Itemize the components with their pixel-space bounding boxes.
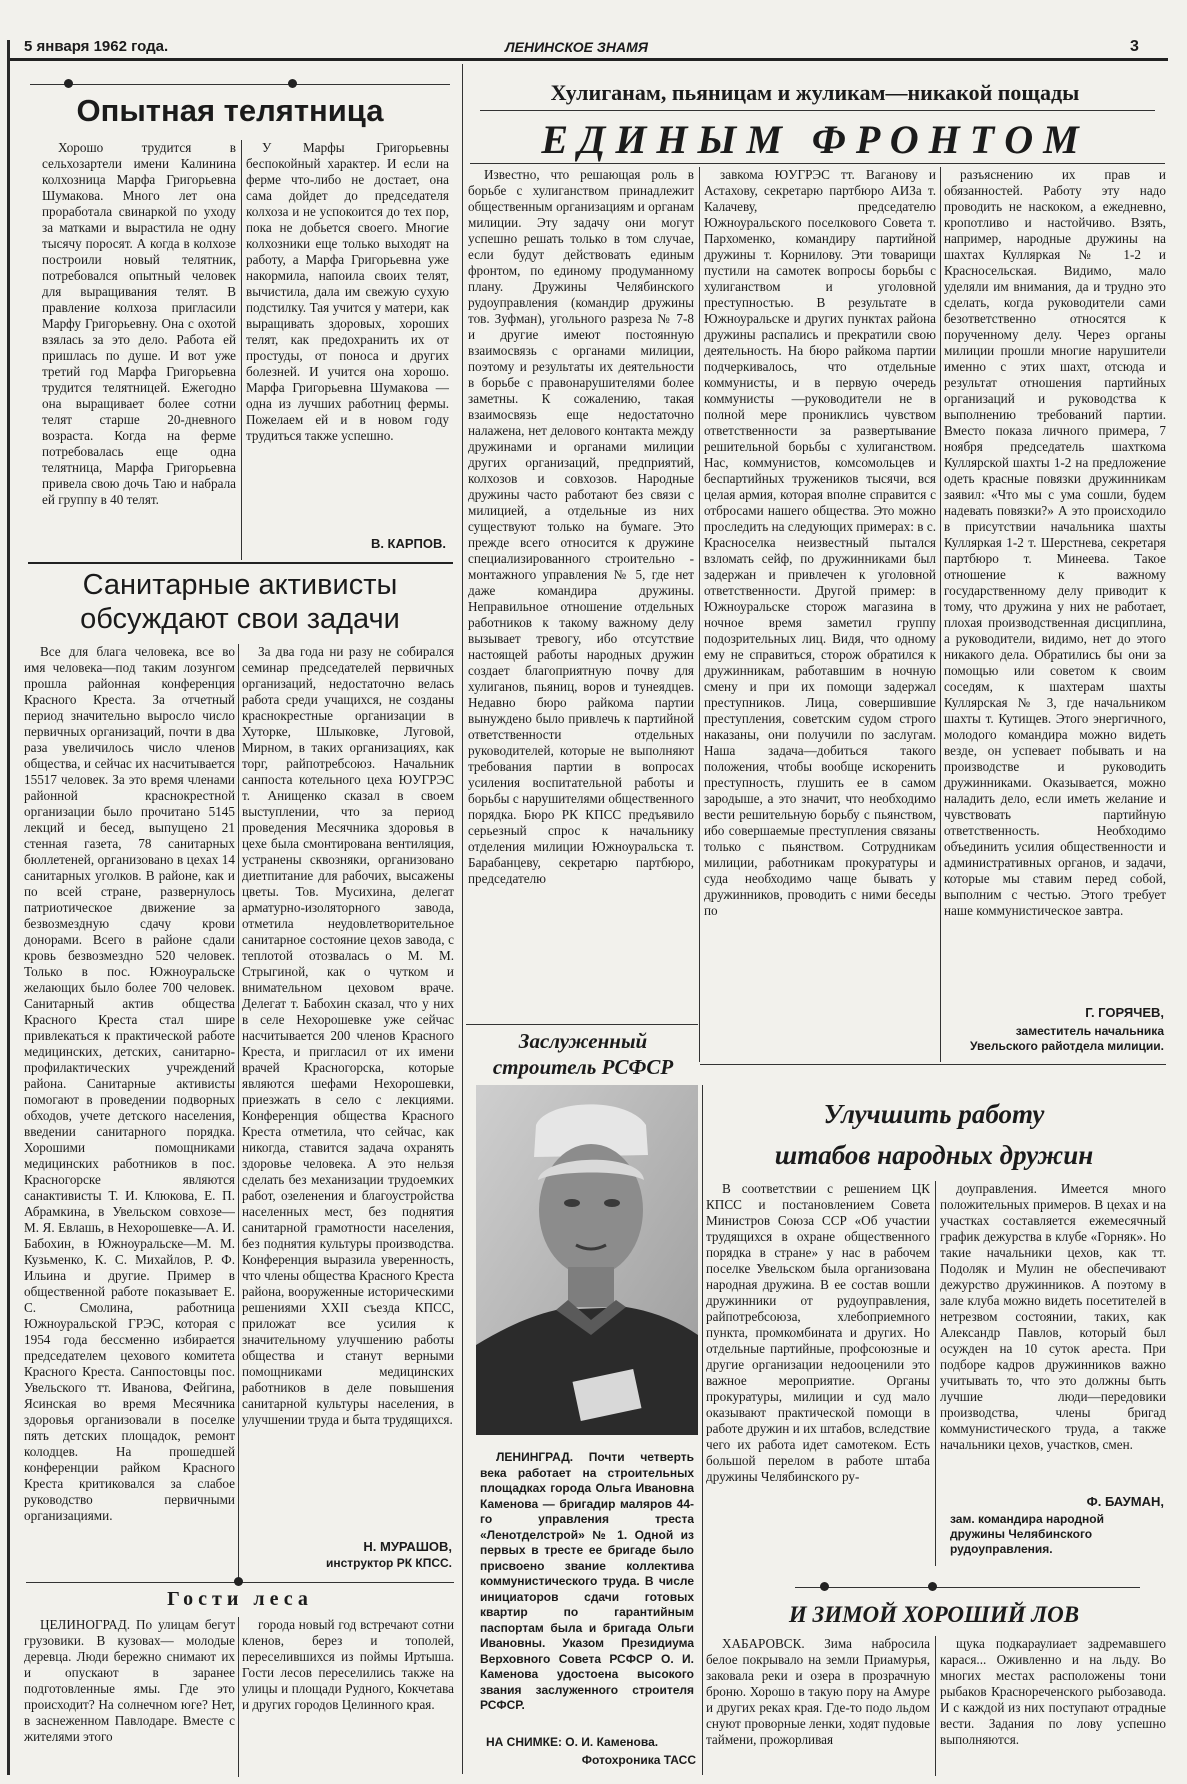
- author-role: зам. командира народной дружины Челябинского рудоуправления.: [950, 1512, 1105, 1556]
- divider: [480, 110, 1155, 111]
- article-author: Г. ГОРЯЧЕВ,: [1085, 1005, 1164, 1020]
- article-author: В. КАРПОВ.: [370, 536, 446, 551]
- article-body-col: разъяснению их прав и обязанностей. Работу эту надо проводить не наскоком, а ежедневно, кропотливо и настойчиво. Взять, например, народные дружины на шахтах Кулляркая № 1-2 и Красносельская. Видимо, мало уделяли им внимания, да и трудно это сделать, когда руководители сами безответственно относятся к порученному делу. Через органы милиции прошли многие нарушители именно с этих шахт, отсюда и результат отношения партийных организаций и руководства к выполнению требований партии. Вместо показа личного примера, 7 ноября председатель шахткома Куллярской шахты 1-2 на предложение одеть красные повязки дружинникам заявил: «Что мы с ума сошли, будем надевать повязки?» А это происходило в присутствии начальника шахты Кулляркая 1-2 т. Шерстнева, секретаря партбюро т. Минеева. Такое отношение к важному государственному делу приводит к тому, что дружина у них не работает, плохая производственная дисциплина, а руководители, видимо, нет до этого никакого дела. Обратились бы они за помощью или советом к своим соседям, к шахтерам шахты Куллярская № 3, где начальником шахты т. Кутищев. Этого энергичного, молодого командира можно видеть везде, он успевает побывать и на производстве и руководить дружинниками. Оказывается, можно наладить дело, если иметь желание и чувствовать партийную ответственность. Необходимо объединить усилия общественности и административных органов, и задачи, которые мы ставим перед собой, выполним с честью. Этого требует наше коммунистическое завтра.: [944, 167, 1166, 918]
- photo-credit: Фотохроника ТАСС: [581, 1753, 696, 1767]
- newspaper-name: ЛЕНИНСКОЕ ЗНАМЯ: [505, 39, 648, 55]
- column-rule: [241, 140, 242, 560]
- article-title: Гости леса: [167, 1588, 313, 1610]
- article-subtitle: обсуждают свои задачи: [80, 603, 400, 635]
- column-rule: [238, 644, 239, 1579]
- author-role: инструктор РК КПСС.: [325, 1556, 452, 1570]
- column-rule: [702, 1085, 703, 1775]
- section-slogan: Хулиганам, пьяницам и жуликам—никакой пощады: [550, 80, 1080, 105]
- column-rule: [699, 167, 700, 1062]
- article-body-col: Хорошо трудится в сельхозартели имени Калинина колхозница Марфа Григорьевна Шумакова. Много лет она проработала свинаркой по уходу за матками и вырастила не одну тысячу поросят. А когда в колхозе построили новый телятник, потребовался опытный человек для выращивания телят. В правление колхоза пригласили Марфу Григорьевну. Она с охотой взялась за это дело. Работа ей пришлась по душе. И вот уже третий год Марфа Григорьевна трудится телятницей. Ежегодно она выращивает более сотни телят старше 20-дневного возраста. Когда на ферме потребовалась еще одна телятница, Марфа Григорьевна привела свою дочь Таю и набрала ей группу в 40 телят.: [42, 140, 236, 507]
- article-body-col: У Марфы Григорьевны беспокойный характер. И если на ферме что-либо не достает, она сама дойдет до председателя колхоза и не успокоится до тех пор, пока не добьется своего. Многие колхозники еще только выходят на работу, а Марфа Григорьевна уже накормила, напоила своих телят, вычистила, дала им свежую сухую подстилку. Тая учится у матери, как выращивать здоровых, хороших телят, как предохранить их от простуды, от поноса и других болезней. И учится она хорошо. Марфа Григорьевна Шумакова — одна из лучших работниц фермы. Пожелаем ей и в новом году трудиться также успешно.: [246, 140, 449, 443]
- column-rule: [940, 167, 941, 1062]
- article-body-col: В соответствии с решением ЦК КПСС и постановлением Совета Министров Союза ССР «Об участии трудящихся в охране общественного порядка в стране» у нас в рабочем поселке Увельском была организована народная дружина. В ее состав вошли дружинники от рудоуправления, райпотребсоюза, хлебоприемного пункта, промкомбината и других. Но отдельные партийные, профсоюзные и другие организации недооценили это важное мероприятие. Органы прокуратуры, милиции и суд мало оказывают практической помощи в работе дружин и их штабов, вследствие чего их работа идет самотеком. Есть большой перелом в работе штаба дружины Челябинского ру-: [706, 1181, 930, 1484]
- photo-label: НА СНИМКЕ: О. И. Каменова.: [486, 1735, 659, 1749]
- photo-caption: ЛЕНИНГРАД. Почти четверть века работает на строительных площадках города Ольга Ивановна Каменова — бригадир маляров 44-го управления треста «Ленотделстрой» № 1. Одной из первых в тресте ее бригаде было присвоено звание коллектива коммунистического труда. В числе инициаторов сдачи готовых квартир по гарантийным паспортам была и бригада Ольги Ивановны. Указом Президиума Верховного Совета РСФСР О. И. Каменова удостоена высокого звания заслуженного строителя РСФСР.: [480, 1450, 694, 1712]
- article-body-col: доуправления. Имеется много положительных примеров. В цехах и на участках составляется ежемесячный график дежурства в клубе «Горняк». Но такие начальники цехов, как тт. Подоляк и Мулин не обеспечивают дежурство дружинников. А поэтому в зале клуба можно видеть посетителей в нетрезвом состоянии, таких, как Александр Павлов, который был осужден на 10 суток ареста. При подборе кадров дружинников важно учитывать то, что это должны быть лучшие люди—передовики производства, члены бригад коммунистического труда, а также начальники цехов, участков, смен.: [940, 1181, 1166, 1452]
- divider-top-left: [30, 84, 450, 85]
- portrait-photo: [476, 1085, 698, 1435]
- ornament-dot: [234, 1577, 243, 1586]
- ornament-dot: [288, 79, 297, 88]
- photo-feature-title: Заслуженный: [518, 1029, 648, 1053]
- article-body-col: ЦЕЛИНОГРАД. По улицам бегут грузовики. В кузовах— молодые деревца. Люди бережно снимают их и опускают в заранее подготовленные ямы. Где это происходит? На солнечном юге? Нет, в заснеженном Павлодаре. Вместе с жителями этого: [24, 1617, 235, 1744]
- article-body-col: Известно, что решающая роль в борьбе с хулиганством принадлежит общественным организациям и органам милиции. Эту задачу они могут успешно решать только в том случае, если будут действовать единым фронтом, по единому продуманному плану. Дружины Челябинского рудоуправления (командир дружины тов. Зуфман), угольного разреза № 7-8 и другие имеют постоянную взаимосвязь с органами милиции, поэтому и результаты их деятельности в борьбе с правонарушителями более заметны. К сожалению, такая взаимосвязь еще недостаточно налажена, нет делового контакта между дружинами и органами милиции других организаций, предприятий, колхозов и совхозов. Народные дружины часто работают без связи с милицией, а отдельные из них существуют только на бумаге. Это прежде всего относится к дружине специализированного строительно - монтажного управления № 5, где нет даже командира дружины. Неправильное отношение отдельных работников к такому важному делу вызывает тревогу, ибо отсутствие настоящей работы народных дружин создает благоприятную почву для хулиганов, пьяниц, воров и тунеядцев. Недавно бюро райкома партии вынуждено было привлечь к партийной ответственности отдельных руководителей, которые не выполняют требования партии в вопросах усиления воспитательной работы и борьбы с нарушителями общественного порядка. Бюро РК КПСС предъявило серьезный спрос к начальнику отделения милиции Южноуральска т. Барабанцеву, секретарю партбюро, председателю: [468, 167, 694, 886]
- article-author: Ф. БАУМАН,: [1086, 1494, 1164, 1509]
- column-rule: [238, 1617, 239, 1777]
- article-author: Н. МУРАШОВ,: [363, 1539, 452, 1554]
- article-title: Улучшить работу: [823, 1099, 1045, 1129]
- left-margin-rule: [7, 40, 10, 1775]
- divider: [466, 1024, 698, 1025]
- page-column-rule: [462, 64, 463, 1774]
- column-rule: [935, 1181, 936, 1566]
- article-subtitle: штабов народных дружин: [774, 1140, 1094, 1170]
- portrait-photo-illustration: [476, 1085, 698, 1435]
- article-body-col: города новый год встречают сотни кленов, берез и тополей, переселившихся из поймы Иртыша. Гости лесов переселились также на улицы и площади Рудного, Кокчетава и других городов Целинного края.: [242, 1617, 454, 1712]
- divider: [28, 562, 453, 564]
- divider: [470, 163, 1165, 164]
- article-body-col: За два года ни разу не собирался семинар председателей первичных организаций, недостаточно велась работа среди учащихся, не созданы краснокрестные организации в Хуторке, Шлыковке, Луговой, Мирном, в таких организациях, как торг, райпотребсоюз. Начальник санпоста котельного цеха ЮУГРЭС т. Анищенко сказал в своем выступлении, что за период проведения Месячника здоровья в цехе была смонтирована вентиляция, устранены сквозняки, организовано диетпитание для рабочих, высажены цветы. Тов. Мусихина, делегат арматурно-изоляторного завода, отметила неудовлетворительное санитарное состояние цехов завода, с теплотой отозвалась о М. М. Стрыгиной, как о чутком и внимательном цеховом враче. Делегат т. Бабохин сказал, что у них в селе Нехорошевке уже сейчас насчитывается 200 членов Красного Креста, и пригласил от их имени врачей Красногорска, которые являются шефами Нехорошевки, приезжать в село с лекциями. Конференция общества Красного Креста отметила, что сейчас, как никогда, ставится задача охранять здоровье человека. А это нельзя сделать без механизации трудоемких работ, озеленения и благоустройства населенных мест, без поднятия санитарной грамотности населения, без поднятия культуры производства. Конференция выразила уверенность, что члены общества Красного Креста района, вооруженные историческими решениями XXII съезда КПСС, приложат все усилия к значительному улучшению работы общества и станут верными помощниками медицинских работников в деле повышения санитарной культуры населения, в улучшении труда и быта трудящихся.: [242, 644, 454, 1427]
- page-number: 3: [1130, 38, 1139, 55]
- divider: [700, 1064, 1166, 1065]
- article-title: Санитарные активисты: [82, 569, 398, 601]
- article-title: Опытная телятница: [76, 93, 384, 128]
- column-rule: [935, 1636, 936, 1776]
- ornament-dot: [64, 79, 73, 88]
- article-body-col: Все для блага человека, все во имя человека—под таким лозунгом прошла районная конференция Красного Креста. За отчетный период значительно выросло число первичных организаций, почти в два раза увеличилось число членов общества, и сейчас их насчитывается 15517 человек. За это время членами районной краснокрестной организации было прочитано 5145 лекций и бесед, выпущено 21 стенная газета, 78 санитарных бюллетеней, организовано в цехах 14 санитарных уголков. В районе, как и по всей стране, развернулось патриотическое движение за безвозмездную сдачу крови донорами. Всего в районе сдали кровь безвозмездно 520 человек. Только в пос. Южноуральске желающих было более 700 человек. Санитарный актив общества Красного Креста стал шире привлекаться к практической работе медицинских, детских, санитарно-профилактических учреждений района. Санитарные активисты помогают в проведении подворных обходов, учете детского населения, введении санитарного порядка. Хорошими помощниками медицинских работников в пос. Красногорске являются санактивисты Т. И. Клюкова, Е. П. Абрамкина, в Увельском совхозе—М. Я. Евлашь, в Нехорошевке—А. И. Бабохин, в Южноуральске—М. М. Кузьменко, К. С. Михайлов, Р. Ф. Ильина и другие. Пример в общественной работе показывает Е. С. Смолина, работница Южноуральской ГРЭС, которая с 1954 года бессменно избирается председателем цехового комитета Красного Креста. Санпостовцы пос. Увельского тт. Иванова, Фейгина, Ясинская во время Месячника здоровья организовали в поселке пять детских площадок, ремонт колодцев. На прошедшей конференции райком Красного Креста критиковался за слабое руководство первичными организациями.: [24, 644, 235, 1523]
- article-body-col: щука подкараулиает задремавшего карася... Оживленно и на льду. Во многих местах расположены тони рыбаков Краснореченского рыбозавода. И с каждой из них поступают отрадные вести. Задания по лову успешно выполняются.: [940, 1636, 1166, 1747]
- article-title: И ЗИМОЙ ХОРОШИЙ ЛОВ: [788, 1602, 1080, 1627]
- author-role: заместитель начальника Увельского райотдела милиции.: [969, 1024, 1164, 1053]
- ornament-dot: [928, 1582, 937, 1591]
- article-body-col: ХАБАРОВСК. Зима набросила белое покрывало на земли Приамурья, заковала реки и озера в прозрачную броню. Хорошо в такую пору на Амуре и других реках края. Где-то подо льдом снуют проворные ленки, ходят пудовые таймени, прожорливая: [706, 1636, 930, 1747]
- article-body-col: завкома ЮУГРЭС тт. Ваганову и Астахову, секретарю партбюро АИЗа т. Калачеву, председателю Южноуральского поселкового Совета т. Пархоменко, командиру партийной дружины т. Корнилову. Эти товарищи пустили на самотек вопросы борьбы с хулиганством и уголовной преступностью. В результате в Южноуральске и других пунктах района дружины распались и прекратили свою деятельность. На бюро райкома партии подчеркивалось, что отдельные коммунисты, и в первую очередь коммунисты —руководители не в полной мере прониклись чувством ответственности за развертывание решительной борьбы с хулиганством. Нас, коммунистов, комсомольцев и беспартийных тружеников тысячи, вся целая армия, которая вполне справится с отбросами нашего общества. Это можно проследить на следующих примерах: в с. Красноселка неизвестный пытался взломать сейф, по дружинниками был задержан и привлечен к уголовной ответственности. Другой пример: в Южноуральске сторож магазина в ночное время заметил группу подозрительных лиц. Видя, что одному ему не справиться, сторож обратился к дружинникам, работавшим в ночную смену и при их помощи задержал преступников. Лица, совершившие преступления, советским судом строго наказаны, они получили по заслугам. Наша задача—добиться такого положения, чтобы вообще искоренить преступность, глушить ее в самом зародыше, а это значит, что необходимо вести решительную борьбу с пьянством, ибо совершаемые преступления связаны только с пьянством. Сотрудникам милиции, работникам прокуратуры и суда необходимо чаще бывать у дружинников, проводить с ними беседы по: [704, 167, 936, 918]
- photo-feature-subtitle: строитель РСФСР: [492, 1055, 674, 1079]
- article-title: ЕДИНЫМ ФРОНТОМ: [541, 117, 1089, 162]
- ornament-dot: [820, 1582, 829, 1591]
- header-date: 5 января 1962 года.: [24, 38, 169, 55]
- header-rule: [10, 58, 1168, 61]
- divider: [795, 1587, 1140, 1588]
